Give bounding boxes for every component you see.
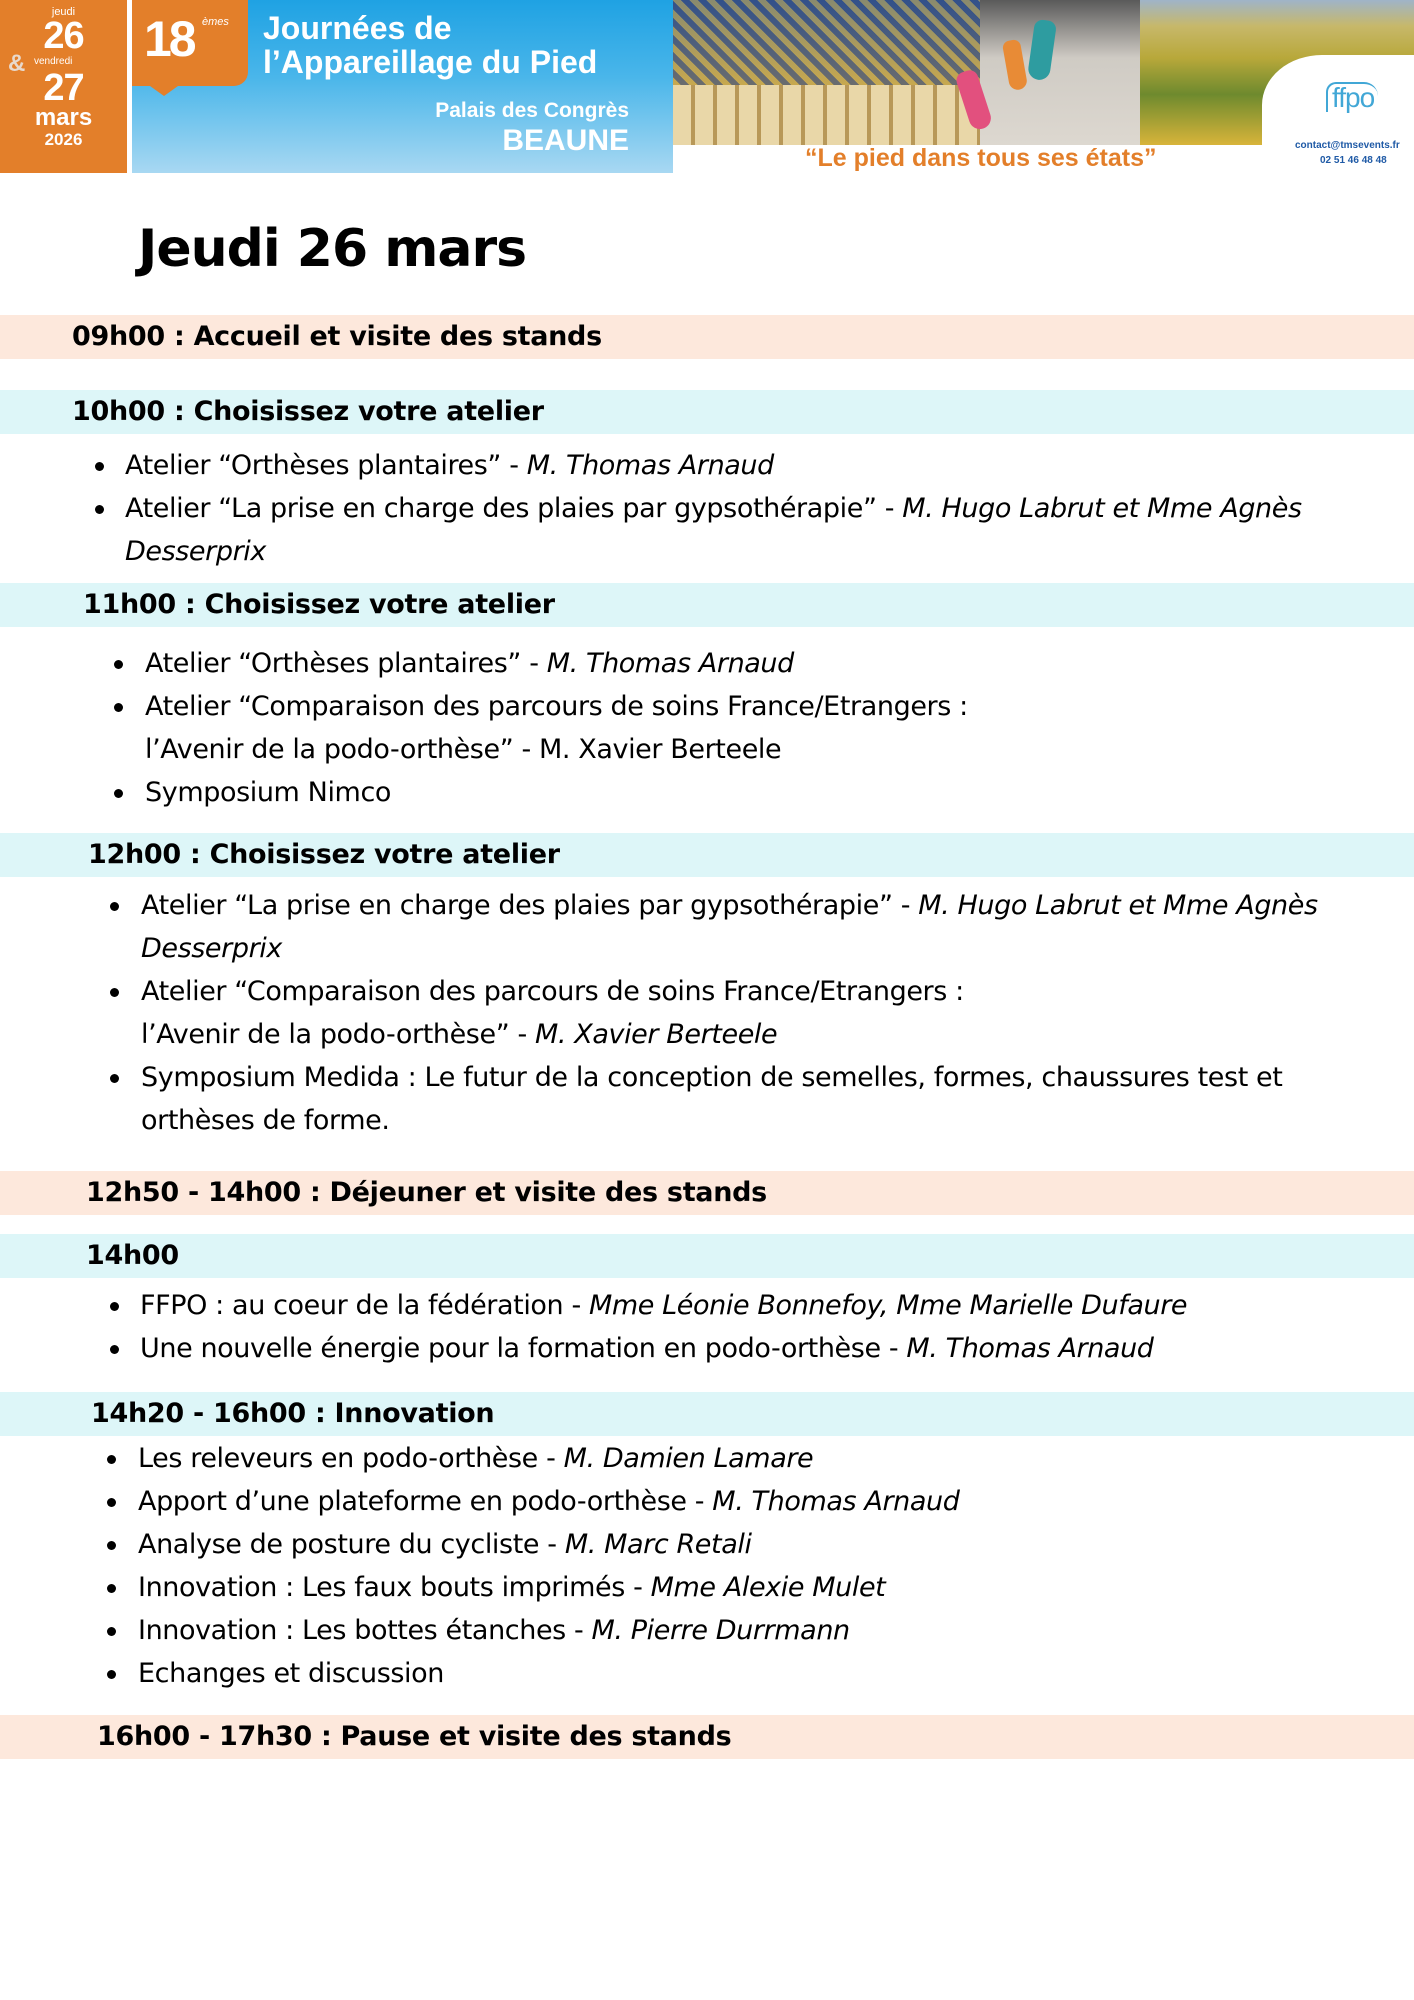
bullet-icon: [107, 1670, 116, 1679]
session-line: [141, 1099, 1318, 1142]
edition-suffix: èmes: [202, 16, 229, 28]
speaker-name: M. Thomas Arnaud: [712, 1486, 960, 1517]
session-title: Atelier “La prise en charge des plaies par gypsothérapie” -: [141, 890, 919, 921]
day1-number: 26: [43, 15, 84, 57]
speaker-name: M. Marc Retali: [564, 1529, 752, 1560]
session-line: [145, 685, 968, 728]
contact-phone[interactable]: 02 51 46 48 48: [1320, 155, 1387, 166]
bullet-icon: [114, 703, 123, 712]
session-title: Atelier “Comparaison des parcours de soins France/Etrangers :: [141, 976, 964, 1007]
session-title: Une nouvelle énergie pour la formation en podo-orthèse -: [140, 1333, 907, 1364]
session-list: [0, 642, 968, 814]
session-line: [138, 1480, 959, 1523]
ampersand-row: [0, 50, 127, 77]
session-item: [0, 685, 968, 771]
bullet-icon: [110, 902, 119, 911]
event-title-line1: Journées de: [263, 10, 452, 46]
session-line: [141, 1013, 1318, 1056]
session-line: [140, 1284, 1187, 1327]
bullet-icon: [107, 1541, 116, 1550]
session-line: [141, 884, 1318, 927]
session-item: [0, 1652, 959, 1695]
session-title: l’Avenir de la podo-orthèse” - M. Xavier Berteele: [145, 734, 782, 765]
speaker-name: Desserprix: [125, 536, 266, 567]
session-item: [0, 1609, 959, 1652]
event-banner: [0, 0, 1414, 178]
section-time-label: 14h00: [86, 1240, 179, 1271]
session-title: Atelier “Orthèses plantaires” -: [145, 648, 547, 679]
speaker-name: M. Thomas Arnaud: [906, 1333, 1154, 1364]
session-line: [145, 642, 968, 685]
speaker-name: Mme Alexie Mulet: [650, 1572, 886, 1603]
bullet-icon: [110, 1345, 119, 1354]
venue-city: BEAUNE: [502, 124, 629, 157]
session-list: [0, 884, 1318, 1142]
session-title: Innovation : Les bottes étanches -: [138, 1615, 592, 1646]
session-item: [0, 771, 968, 814]
speaker-name: M. Thomas Arnaud: [526, 450, 774, 481]
session-line: [138, 1523, 959, 1566]
session-item: [0, 970, 1318, 1056]
session-title: Les releveurs en podo-orthèse -: [138, 1443, 564, 1474]
session-line: [141, 927, 1318, 970]
speaker-name: M. Thomas Arnaud: [546, 648, 794, 679]
session-item: [0, 1566, 959, 1609]
event-title-line2: l’Appareillage du Pied: [263, 44, 598, 80]
day2-number: 27: [43, 67, 84, 109]
session-title: Symposium Nimco: [145, 777, 392, 808]
session-list: [0, 1437, 959, 1695]
session-title: Atelier “La prise en charge des plaies par gypsothérapie” -: [125, 493, 903, 524]
session-title: Echanges et discussion: [138, 1658, 444, 1689]
bullet-icon: [114, 660, 123, 669]
session-item: [0, 1284, 1187, 1327]
section-time-label: 12h50 - 14h00 : Déjeuner et visite des stands: [86, 1177, 767, 1208]
edition-badge: [132, 0, 248, 86]
bullet-icon: [110, 1302, 119, 1311]
session-item: [0, 487, 1302, 573]
session-line: [141, 1056, 1318, 1099]
title-banner: [132, 0, 673, 173]
session-item: [0, 1437, 959, 1480]
bullet-icon: [110, 988, 119, 997]
session-line: [145, 771, 968, 814]
section-time-label: 10h00 : Choisissez votre atelier: [72, 396, 544, 427]
day2-name: vendredi: [34, 56, 73, 67]
hospices-building-image: [673, 0, 980, 145]
session-item: [0, 444, 1302, 487]
session-item: [0, 1327, 1187, 1370]
day1-name: jeudi: [51, 6, 76, 18]
speaker-name: M. Damien Lamare: [563, 1443, 814, 1474]
session-line: [138, 1566, 959, 1609]
bullet-icon: [107, 1584, 116, 1593]
bullet-icon: [107, 1498, 116, 1507]
speaker-name: M. Hugo Labrut et Mme Agnès: [918, 890, 1318, 921]
session-list: [0, 1284, 1187, 1370]
section-time-label: 14h20 - 16h00 : Innovation: [91, 1398, 495, 1429]
speaker-name: Desserprix: [141, 933, 282, 964]
session-line: [125, 487, 1302, 530]
day-title: Jeudi 26 mars: [138, 219, 527, 279]
stone-arch-image: [980, 0, 1140, 145]
tagline: “Le pied dans tous ses états”: [805, 144, 1157, 172]
ampersand: &: [8, 50, 26, 77]
contact-email[interactable]: contact@tmsevents.fr: [1295, 140, 1400, 151]
session-line: [141, 970, 1318, 1013]
section-time-label: 16h00 - 17h30 : Pause et visite des stands: [97, 1721, 732, 1752]
section-header: [0, 1392, 1414, 1436]
session-line: [125, 444, 1302, 487]
session-item: [0, 1056, 1318, 1142]
bullet-icon: [114, 789, 123, 798]
edition-number: 18: [144, 11, 194, 67]
session-title: Atelier “Orthèses plantaires” -: [125, 450, 527, 481]
section-time-label: 12h00 : Choisissez votre atelier: [88, 839, 560, 870]
ffpo-logo: ffpo: [1326, 82, 1378, 112]
session-title: Symposium Medida : Le futur de la conception de semelles, formes, chaussures test et: [141, 1062, 1283, 1093]
session-line: [125, 530, 1302, 573]
section-header: [0, 1234, 1414, 1278]
session-title: orthèses de forme.: [141, 1105, 390, 1136]
section-header: [0, 1171, 1414, 1215]
speaker-name: M. Pierre Durrmann: [591, 1615, 850, 1646]
speaker-name: M. Xavier Berteele: [535, 1019, 778, 1050]
session-title: FFPO : au coeur de la fédération -: [140, 1290, 589, 1321]
bullet-icon: [110, 1074, 119, 1083]
month: mars: [34, 104, 93, 131]
section-header: [0, 833, 1414, 877]
session-item: [0, 1480, 959, 1523]
session-line: [138, 1652, 959, 1695]
session-title: Analyse de posture du cycliste -: [138, 1529, 565, 1560]
session-line: [145, 728, 968, 771]
gallery-detail: [673, 85, 980, 145]
session-title: Innovation : Les faux bouts imprimés -: [138, 1572, 651, 1603]
session-line: [140, 1327, 1187, 1370]
session-list: [0, 444, 1302, 573]
venue-name: Palais des Congrès: [435, 99, 629, 122]
session-title: l’Avenir de la podo-orthèse” -: [141, 1019, 535, 1050]
session-item: [0, 884, 1318, 970]
date-panel: [0, 0, 127, 173]
session-line: [138, 1609, 959, 1652]
bullet-icon: [107, 1455, 116, 1464]
session-title: Apport d’une plateforme en podo-orthèse -: [138, 1486, 713, 1517]
section-time-label: 09h00 : Accueil et visite des stands: [72, 321, 602, 352]
section-header: [0, 1715, 1414, 1759]
session-title: Atelier “Comparaison des parcours de soins France/Etrangers :: [145, 691, 968, 722]
bullet-icon: [107, 1627, 116, 1636]
session-item: [0, 642, 968, 685]
section-header: [0, 390, 1414, 434]
session-line: [138, 1437, 959, 1480]
section-header: [0, 315, 1414, 359]
bullet-icon: [95, 505, 104, 514]
section-header: [0, 583, 1414, 627]
section-time-label: 11h00 : Choisissez votre atelier: [83, 589, 555, 620]
bullet-icon: [95, 462, 104, 471]
speaker-name: M. Hugo Labrut et Mme Agnès: [902, 493, 1302, 524]
speaker-name: Mme Léonie Bonnefoy, Mme Marielle Dufaure: [588, 1290, 1188, 1321]
session-item: [0, 1523, 959, 1566]
year: 2026: [44, 130, 83, 149]
